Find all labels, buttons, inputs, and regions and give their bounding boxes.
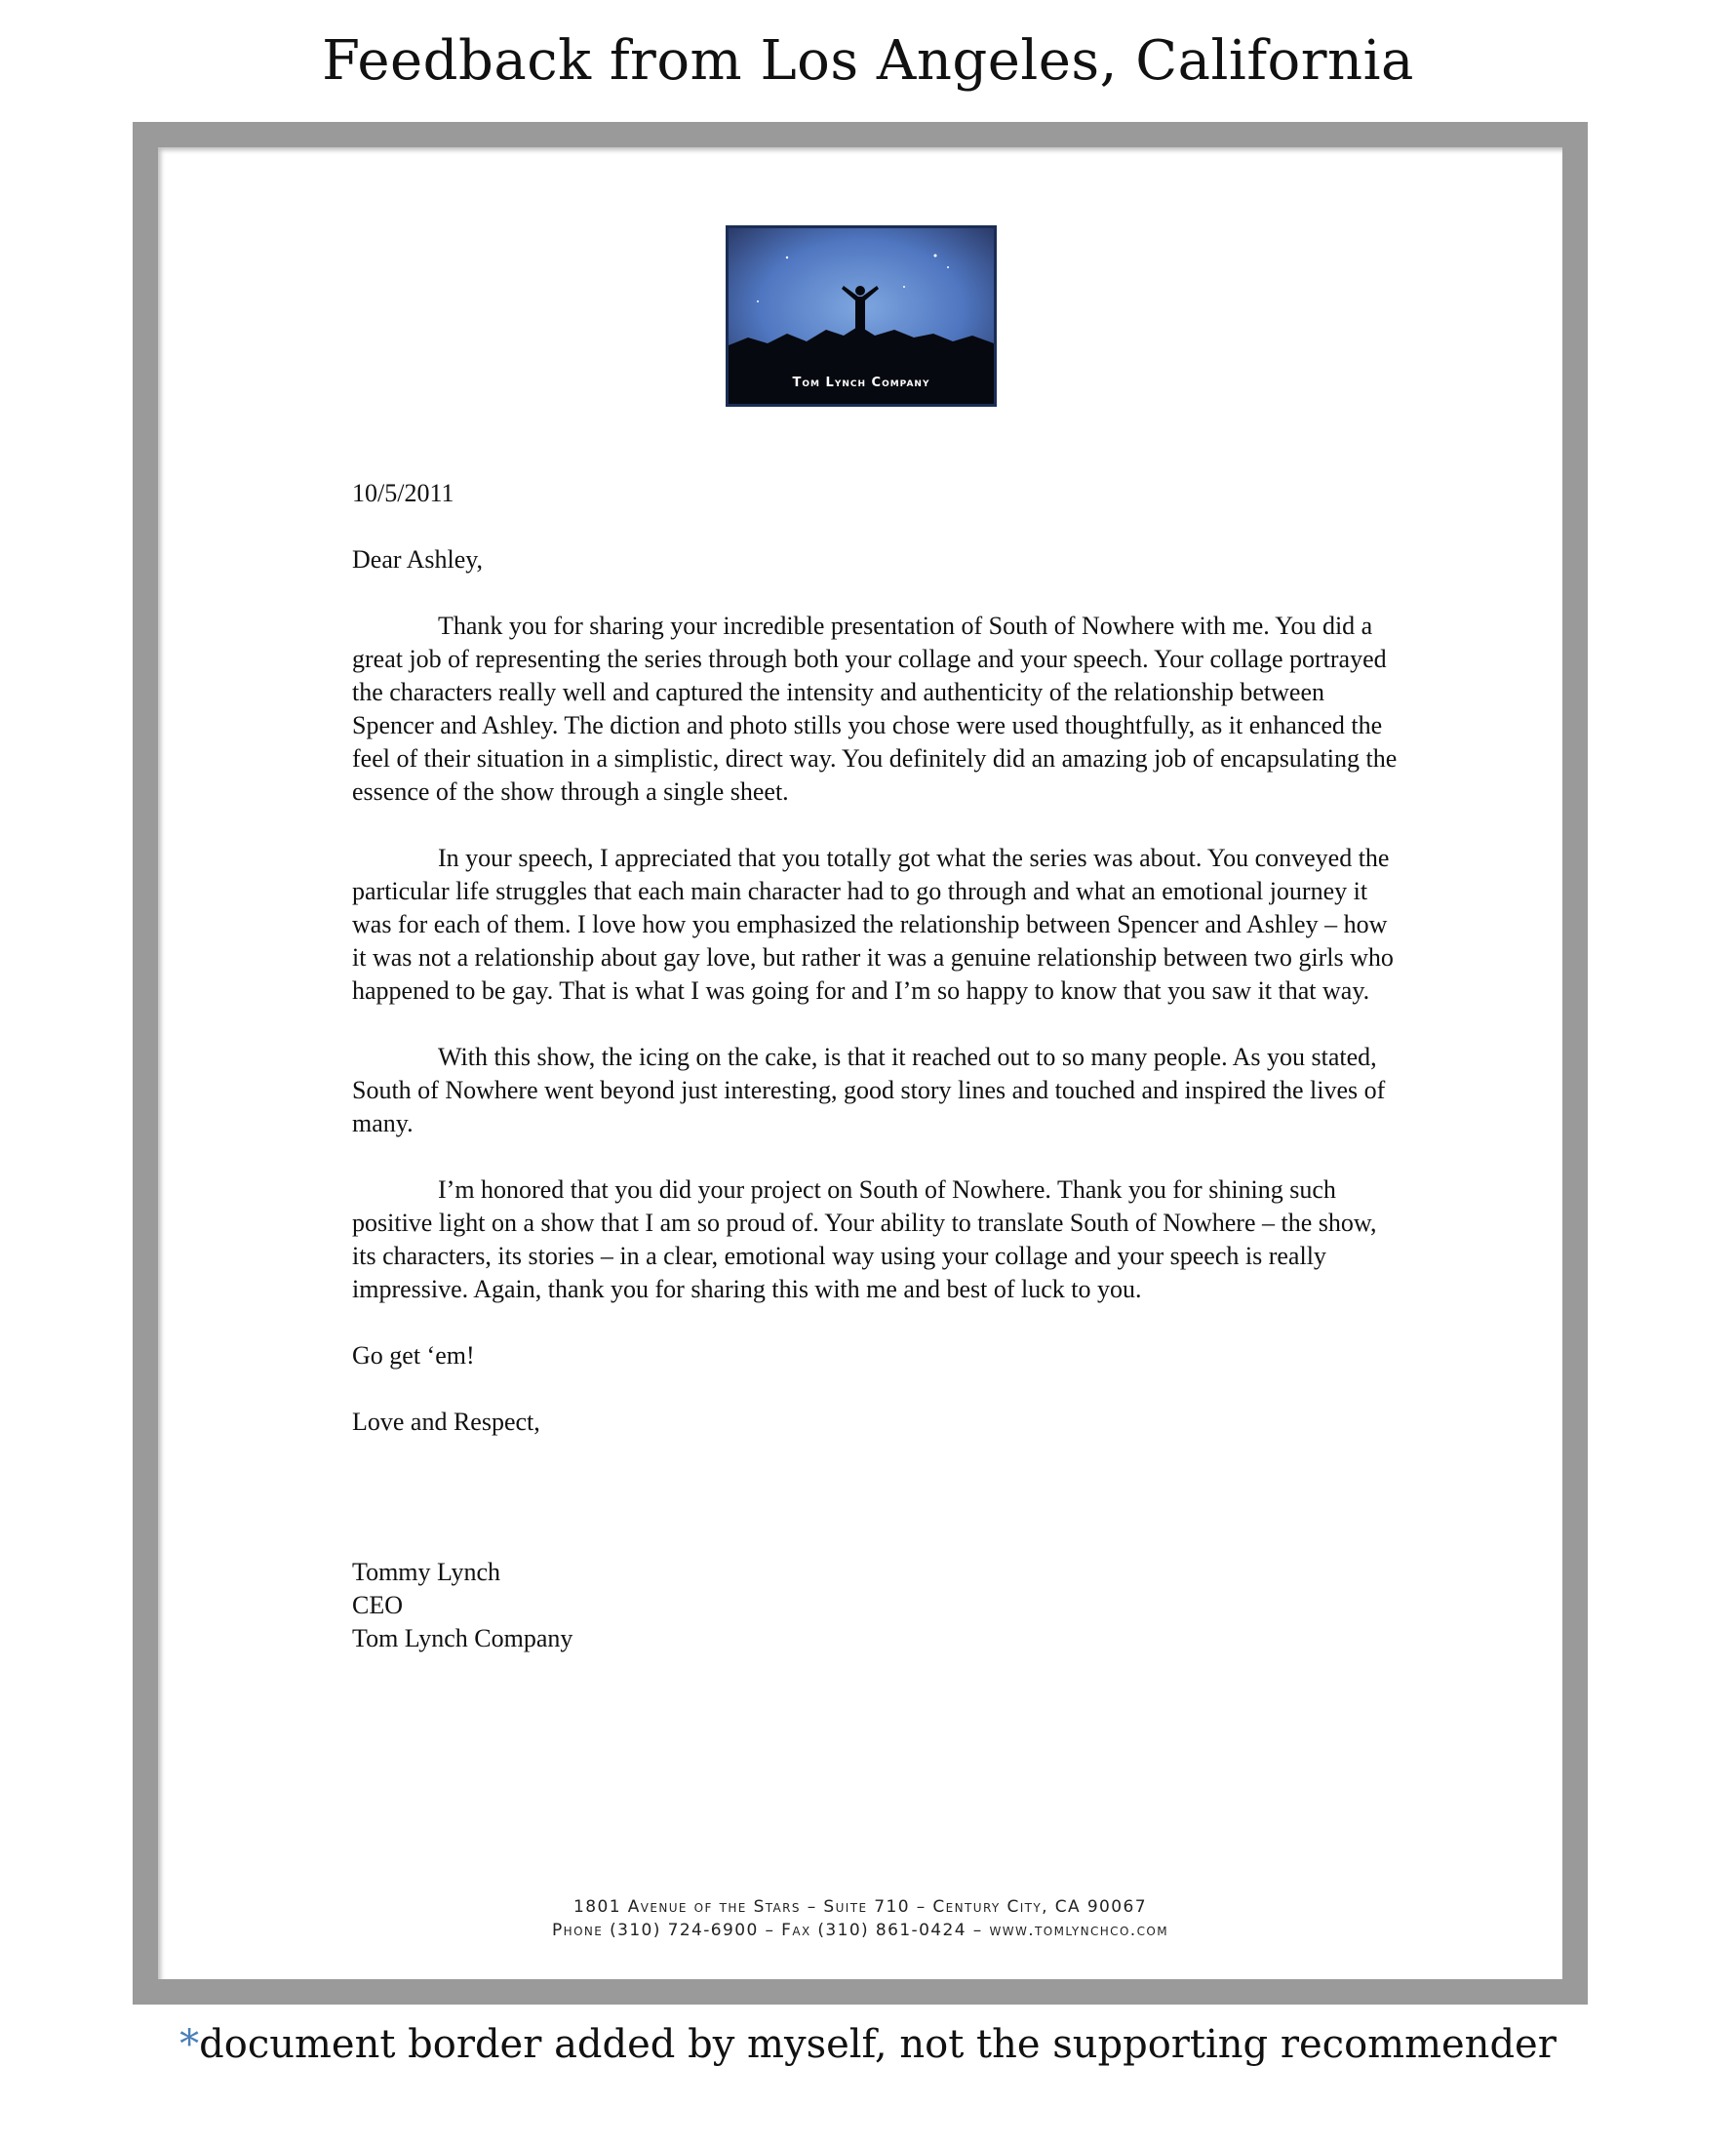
paragraph-4: I’m honored that you did your project on South of Nowhere. Thank you for shining such positive light on a show that I am so proud of. Your ability to translate South of Nowhere – the show, its characters, its stories – in a clear, emotional way using your collage and your speech is really impressive. Again, thank you for sharing this with me and best of luck to you.: [352, 1175, 1377, 1303]
company-logo: [726, 225, 997, 407]
footer-contact: Phone (310) 724-6900 – Fax (310) 861-0424 – www.tomlynchco.com: [552, 1921, 1168, 1940]
letter-date: 10/5/2011: [352, 479, 454, 507]
disclaimer-text: document border added by myself, not the supporting recommender: [199, 2022, 1557, 2067]
signer-title: CEO: [352, 1591, 403, 1619]
paragraph-1: Thank you for sharing your incredible presentation of South of Nowhere with me. You did a great job of representing the series through both your collage and your speech. Your collage portrayed the characters really well and captured the intensity and authenticity of the relationship between Spencer and Ashley. The diction and photo stills you chose were used thoughtfully, as it enhanced the feel of their situation in a simplistic, direct way. You definitely did an amazing job of encapsulating the essence of the show through a single sheet.: [352, 612, 1398, 806]
letter-page: [158, 147, 1562, 1979]
border-disclaimer: [0, 2022, 1736, 2067]
signer-company: Tom Lynch Company: [352, 1624, 573, 1652]
letter-body: [352, 477, 1405, 1655]
paragraph-3: With this show, the icing on the cake, is that it reached out to so many people. As you stated, South of Nowhere went beyond just interesting, good story lines and touched and inspired the lives of many.: [352, 1043, 1386, 1137]
document-border: [133, 122, 1588, 2005]
salutation: Dear Ashley,: [352, 545, 484, 574]
page-title: Feedback from Los Angeles, California: [322, 29, 1414, 93]
signer-name: Tommy Lynch: [352, 1558, 501, 1586]
closing: Love and Respect,: [352, 1408, 540, 1436]
signature-block: [352, 1556, 1405, 1655]
footer-address: 1801 Avenue of the Stars – Suite 710 – Century City, CA 90067: [573, 1897, 1147, 1917]
logo-company-name: Tom Lynch Company: [792, 376, 930, 390]
sign-off: Go get ‘em!: [352, 1341, 475, 1370]
asterisk-mark: *: [179, 2022, 200, 2067]
paragraph-2: In your speech, I appreciated that you totally got what the series was about. You conveyed the particular life struggles that each main character had to go through and what an emotional journey it was for each of them. I love how you emphasized the relationship between Spencer and Ashley – how it was not a relationship about gay love, but rather it was a genuine relationship between two girls who happened to be gay. That is what I was going for and I’m so happy to know that you saw it that way.: [352, 844, 1394, 1005]
